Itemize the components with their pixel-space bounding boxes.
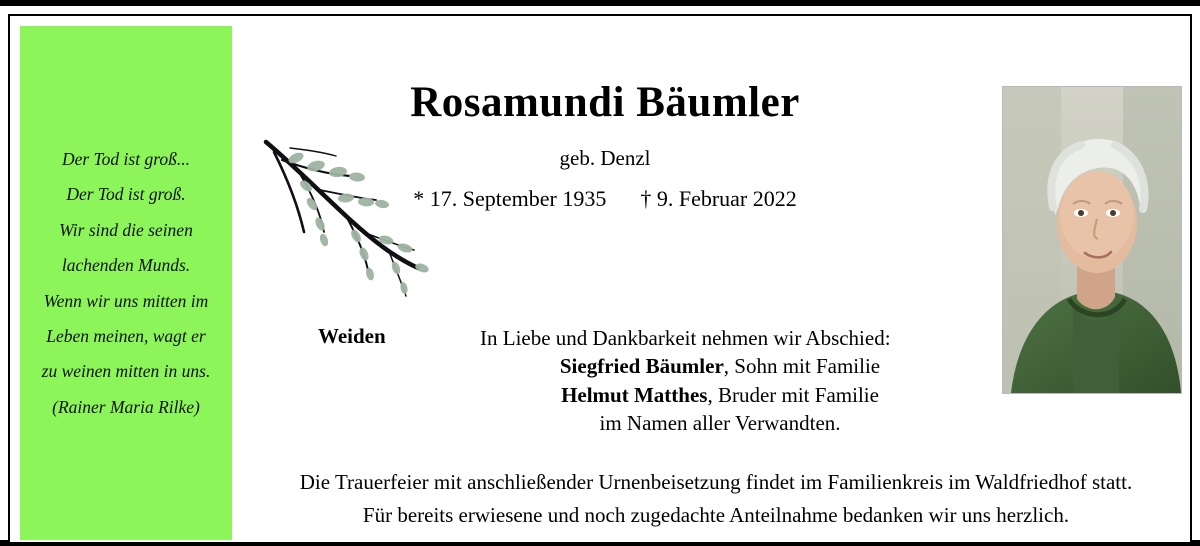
poem-line: Der Tod ist groß. (66, 184, 186, 205)
funeral-notice (260, 466, 1172, 531)
poem-line: Der Tod ist groß... (61, 149, 191, 169)
maiden-name: geb. Denzl (559, 146, 651, 170)
poem-line: Wir sind die seinen (59, 219, 193, 240)
farewell-intro: In Liebe und Dankbarkeit nehmen wir Abschied: (480, 326, 891, 350)
poem-line: zu weinen mitten in uns. (41, 361, 211, 382)
poem-attribution: (Rainer Maria Rilke) (52, 396, 200, 417)
mourner-name: Siegfried Bäumler (559, 354, 724, 379)
mourner-name: Helmut Matthes (561, 382, 708, 407)
mourner-entry (480, 352, 960, 380)
city-label: Weiden (318, 324, 386, 348)
obituary-inner-frame (8, 14, 1192, 544)
poem-panel (20, 26, 232, 540)
mourners-block (480, 324, 960, 437)
poem-line: lachenden Munds. (61, 255, 191, 276)
obituary-content (240, 28, 1190, 538)
notice-line-2: Für bereits erwiesene und noch zugedachte Anteilnahme bedanken wir uns herzlich. (362, 502, 1070, 527)
mourner-relation: , Sohn mit Familie (723, 354, 881, 379)
page-title: Rosamundi Bäumler (410, 79, 800, 126)
life-dates (260, 186, 950, 212)
portrait-photo (1002, 86, 1182, 394)
mourners-closing: im Namen aller Verwandten. (599, 411, 841, 436)
death-date: † 9. Februar 2022 (640, 186, 797, 211)
notice-line-1: Die Trauerfeier mit anschließender Urnenbeisetzung findet im Familienkreis im Waldfriedhof statt. (299, 470, 1133, 494)
poem-line: Wenn wir uns mitten im (43, 290, 209, 311)
poem-line: Leben meinen, wagt er (46, 325, 206, 346)
mourner-relation: , Bruder mit Familie (707, 382, 879, 407)
mourner-entry (480, 381, 960, 409)
birth-date: * 17. September 1935 (413, 186, 607, 211)
